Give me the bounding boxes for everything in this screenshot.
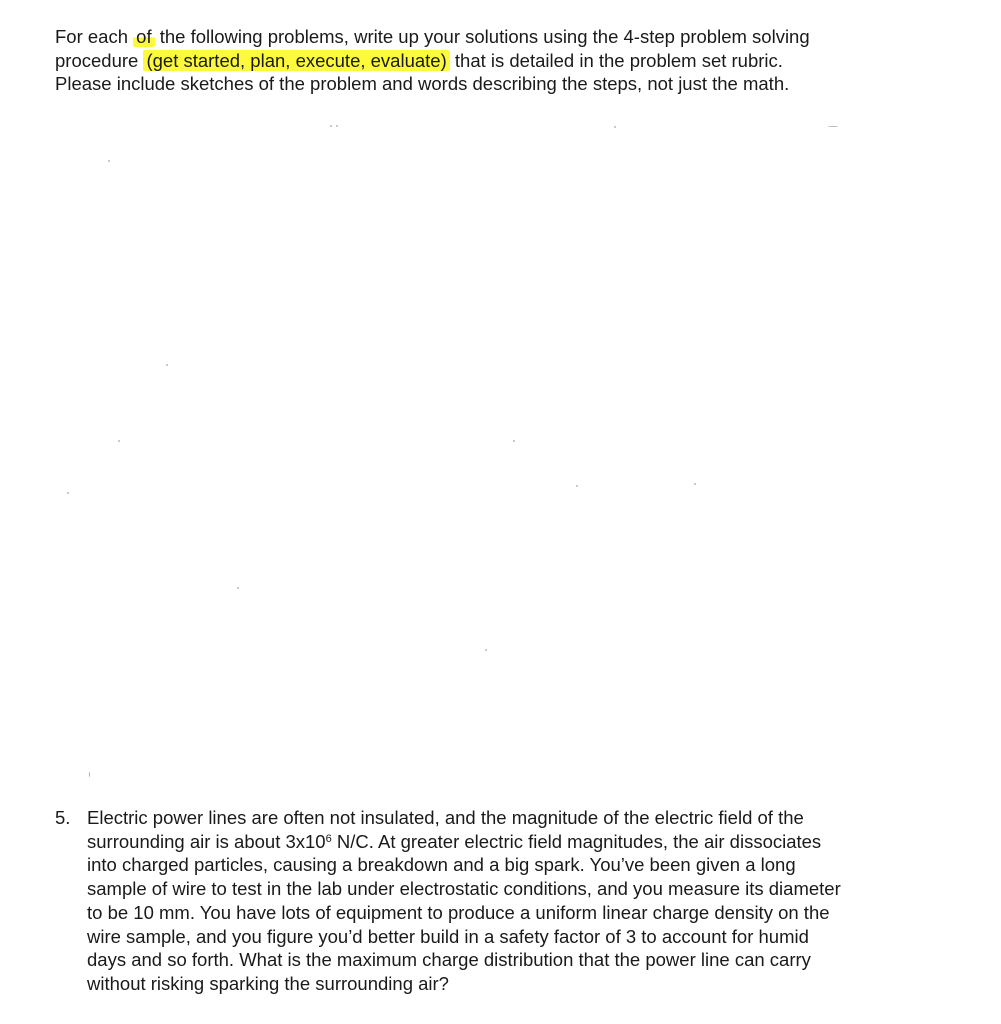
- scan-speck: [89, 772, 90, 777]
- scan-speck: [828, 126, 838, 127]
- scan-speck: [108, 160, 110, 162]
- scan-speck: [330, 125, 332, 127]
- problem-line-7: days and so forth. What is the maximum charge distribution that the power line can carry: [87, 949, 811, 971]
- highlighted-steps: (get started, plan, execute, evaluate): [143, 50, 449, 71]
- highlighted-text: of: [133, 26, 154, 47]
- scan-speck: [237, 587, 239, 589]
- problem-line-4: sample of wire to test in the lab under electrostatic conditions, and you measure its diameter: [87, 878, 841, 900]
- scan-speck: [166, 364, 168, 366]
- instructions-line-3: Please include sketches of the problem and words describing the steps, not just the math.: [55, 73, 790, 94]
- instructions-line-2: procedure (get started, plan, execute, evaluate) that is detailed in the problem set rubric.: [55, 49, 783, 71]
- problem-line-1: Electric power lines are often not insulated, and the magnitude of the electric field of the: [87, 807, 804, 828]
- scan-speck: [513, 440, 515, 442]
- instructions-paragraph: [55, 25, 955, 96]
- scan-speck: [694, 483, 696, 485]
- scan-speck: [118, 440, 120, 442]
- problem-line-8: without risking sparking the surrounding air?: [87, 972, 449, 994]
- problem-line-6: wire sample, and you figure you’d better build in a safety factor of 3 to account for humid: [87, 925, 809, 947]
- scan-speck: [336, 125, 338, 127]
- problem-line-5: to be 10 mm. You have lots of equipment to produce a uniform linear charge density on the: [87, 901, 830, 923]
- problem-text: [87, 806, 947, 996]
- instructions-line-1: For each of the following problems, write up your solutions using the 4-step problem solving: [55, 26, 810, 47]
- problem-number: 5.: [55, 807, 71, 828]
- scan-speck: [67, 492, 69, 494]
- problem-line-3: into charged particles, causing a breakdown and a big spark. You’ve been given a long: [87, 854, 796, 876]
- exponent: 6: [325, 832, 332, 845]
- scan-speck: [485, 649, 487, 651]
- scan-speck: [614, 126, 616, 128]
- scan-speck: [576, 485, 578, 487]
- problem-line-2: surrounding air is about $3x10^6$ N/C. At greater electric field magnitudes, the air dissociates: [87, 830, 822, 852]
